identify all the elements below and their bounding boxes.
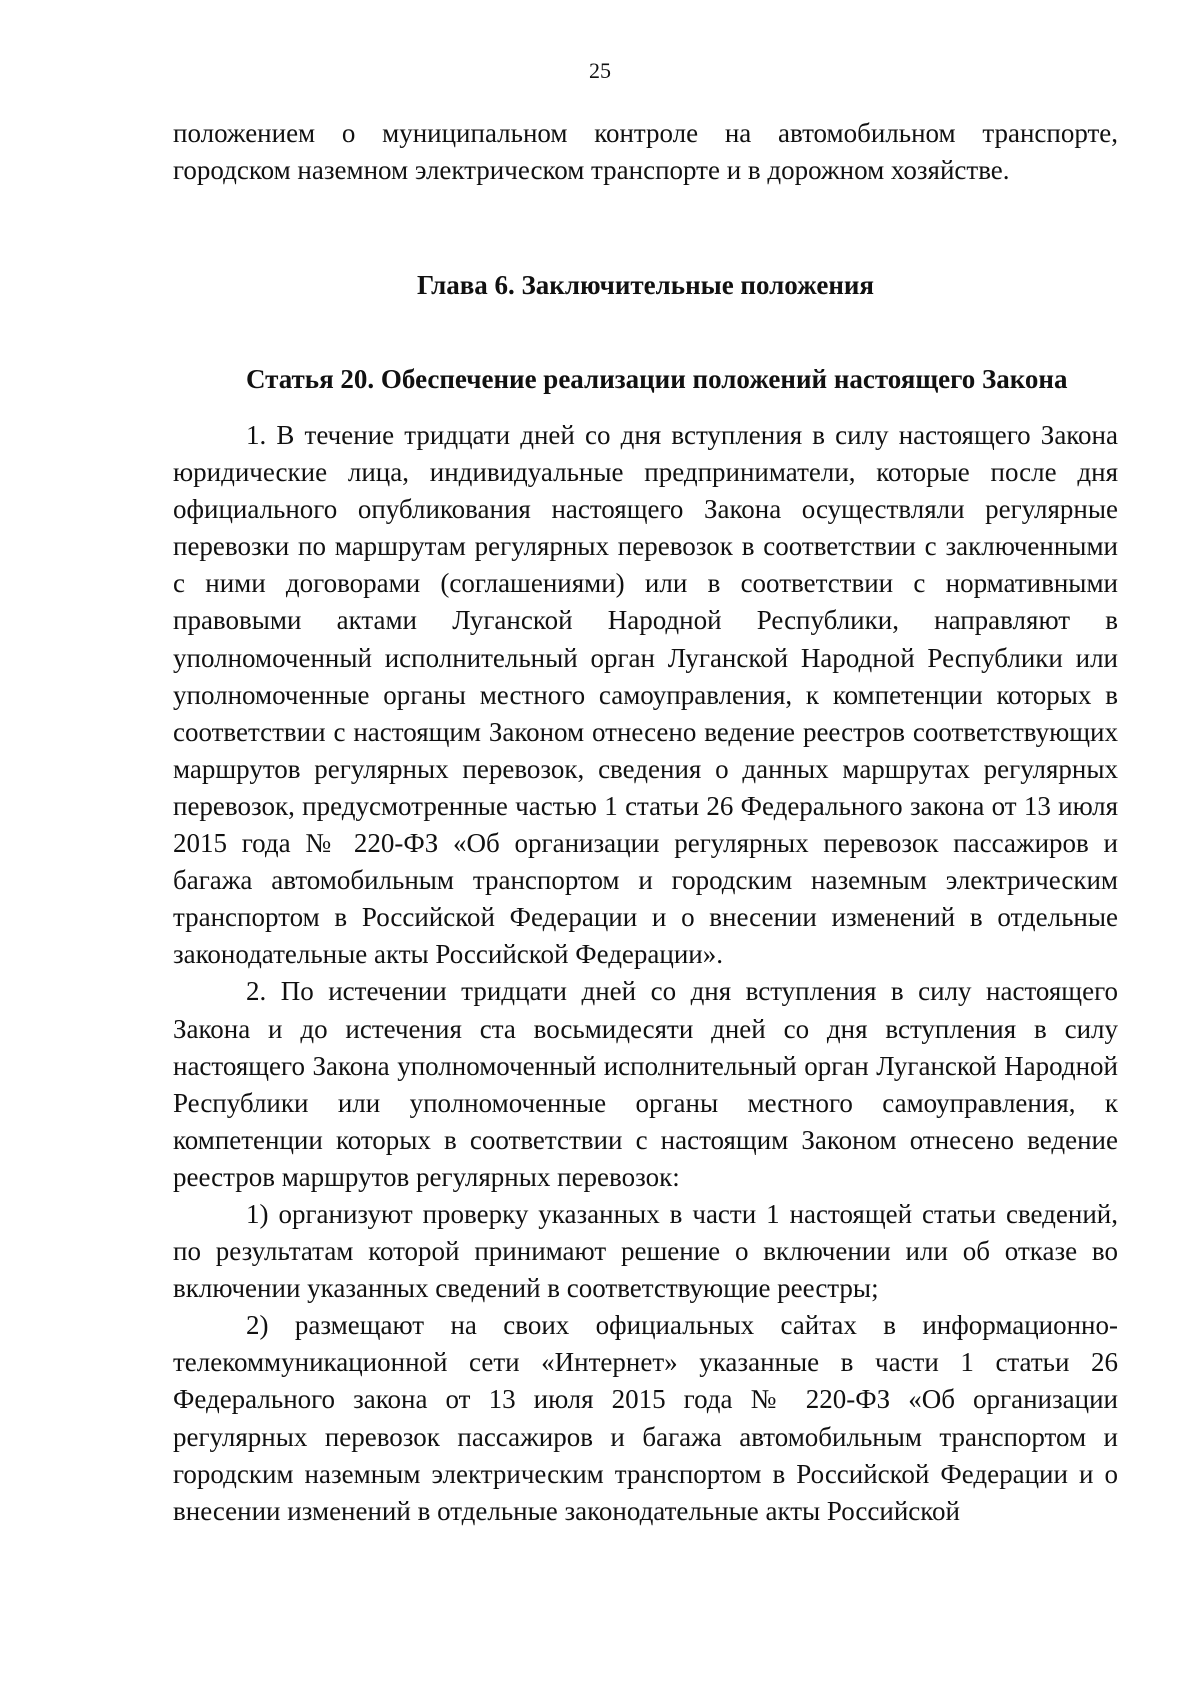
- paragraph-2: 2. По истечении тридцати дней со дня вступления в силу настоящего Закона и до истечения ста восьмидесяти дней со дня вступления в силу настоящего Закона уполномоченный исполнительный орган Луганской Народной Республики или уполномоченные органы местного самоуправления, к компетенции которых в соответствии с настоящим Законом отнесено ведение реестров маршрутов регулярных перевозок:: [173, 976, 1118, 1192]
- continuation-paragraph: положением о муниципальном контроле на автомобильном транспорте, городском наземном электрическом транспорте и в дорожном хозяйстве.: [173, 118, 1118, 186]
- paragraph-1: 1. В течение тридцати дней со дня вступления в силу настоящего Закона юридические лица, индивидуальные предприниматели, которые после дня официального опубликования настоящего Закона осуществляли регулярные перевозки по маршрутам регулярных перевозок в соответствии с заключенными с ними договорами (соглашениями) или в соответствии с нормативными правовыми актами Луганской Народной Республики, направляют в уполномоченный исполнительный орган Луганской Народной Республики или уполномоченные органы местного самоуправления, к компетенции которых в соответствии с настоящим Законом отнесено ведение реестров соответствующих маршрутов регулярных перевозок, сведения о данных маршрутах регулярных перевозок, предусмотренные частью 1 статьи 26 Федерального закона от 13 июля 2015 года № 220-ФЗ «Об организации регулярных перевозок пассажиров и багажа автомобильным транспортом и городским наземным электрическим транспортом в Российской Федерации и о внесении изменений в отдельные законодательные акты Российской Федерации».: [173, 420, 1118, 970]
- sub-item-1: 1) организуют проверку указанных в части 1 настоящей статьи сведений, по результатам которой принимают решение о включении или об отказе во включении указанных сведений в соответствующие реестры;: [173, 1198, 1118, 1304]
- chapter-title: Глава 6. Заключительные положения: [416, 270, 875, 300]
- sub-item-2: 2) размещают на своих официальных сайтах в информационно-телекоммуникационной сети «Интернет» указанные в части 1 статьи 26 Федерального закона от 13 июля 2015 года № 220-ФЗ «Об организации регулярных перевозок пассажиров и багажа автомобильным транспортом и городским наземным электрическим транспортом в Российской Федерации и о внесении изменений в отдельные законодательные акты Российской: [173, 1310, 1118, 1526]
- article-body: [173, 417, 1118, 1530]
- page-number: 25: [589, 58, 611, 83]
- article-title: Статья 20. Обеспечение реализации положений настоящего Закона: [246, 364, 1068, 394]
- continuation-block: [173, 115, 1118, 189]
